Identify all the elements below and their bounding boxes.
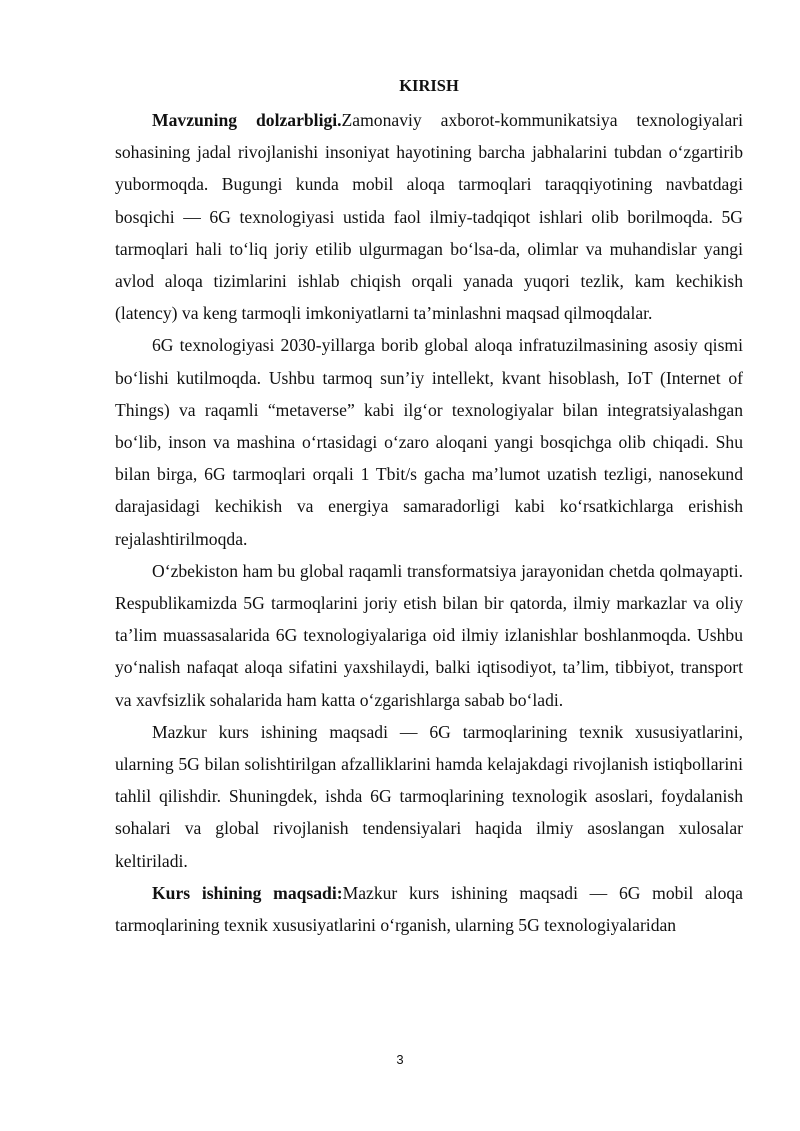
paragraph-lead: Mavzuning dolzarbligi. <box>152 110 342 130</box>
paragraph-text: O‘zbekiston ham bu global raqamli transformatsiya jarayonidan chetda qolmayapti. Respublikamizda 5G tarmoqlarini joriy etish bilan bir qatorda, ilmiy markazlar va oliy ta’lim muassasalarida 6G texnologiyalariga oid ilmiy izlanishlar boshlanmoqda. Ushbu yo‘nalish nafaqat aloqa sifatini yaxshilaydi, balki iqtisodiyot, ta’lim, tibbiyot, transport va xavfsizlik sohalarida ham katta o‘zgarishlarga sabab bo‘ladi. <box>115 560 743 710</box>
paragraph-text: 6G texnologiyasi 2030-yillarga borib global aloqa infratuzilmasining asosiy qismi bo‘lishi kutilmoqda. Ushbu tarmoq sun’iy intellekt, kvant hisoblash, IoT (Internet of Things) va raqamli “metaverse” kabi ilg‘or texnologiyalar bilan integratsiyalashgan bo‘lib, inson va mashina o‘rtasidagi o‘zaro aloqani yangi bosqichga olib chiqadi. Shu bilan birga, 6G tarmoqlari orqali 1 Tbit/s gacha ma’lumot uzatish tezligi, nanosekund darajasidagi kechikish va energiya samaradorligi kabi ko‘rsatkichlarga erishish rejalashtirilmoqda. <box>115 335 743 549</box>
paragraph-course-goal <box>115 877 743 941</box>
paragraph-6g-overview <box>115 329 743 554</box>
paragraph-text: Zamonaviy axborot-kommunikatsiya texnologiyalari sohasining jadal rivojlanishi insoniyat hayotining barcha jabhalarini tubdan o‘zgartirib yubormoqda. Bugungi kunda mobil aloqa tarmoqlari taraqqiyotining navbatdagi bosqichi — 6G texnologiyasi ustida faol ilmiy-tadqiqot ishlari olib borilmoqda. 5G tarmoqlari hali to‘liq joriy etilib ulgurmagan bo‘lsa-da, olimlar va muhandislar yangi avlod aloqa tizimlarini ishlab chiqish orqali yanada yuqori tezlik, kam kechikish (latency) va keng tarmoqli imkoniyatlarni ta’minlashni maqsad qilmoqdalar. <box>115 110 743 324</box>
paragraph-course-aim <box>115 716 743 877</box>
paragraph-relevance <box>115 104 743 329</box>
paragraph-text: Mazkur kurs ishining maqsadi — 6G mobil aloqa tarmoqlarining texnik xususiyatlarini o‘rganish, ularning 5G texnologiyalaridan <box>115 882 743 936</box>
paragraph-text: Mazkur kurs ishining maqsadi — 6G tarmoqlarining texnik xususiyatlarini, ularning 5G bilan solishtirilgan afzalliklarini hamda kelajakdagi rivojlanish istiqbollarini tahlil qilishdir. Shuningdek, ishda 6G tarmoqlarining texnologik asoslari, foydalanish sohalari va global rivojlanish tendensiyalari haqida ilmiy asoslangan xulosalar keltiriladi. <box>115 721 743 871</box>
paragraph-lead: Kurs ishining maqsadi: <box>152 882 343 903</box>
document-page <box>115 74 743 941</box>
paragraph-uzbekistan <box>115 555 743 716</box>
page-number: 3 <box>396 1052 404 1067</box>
section-title: KIRISH <box>399 76 459 95</box>
